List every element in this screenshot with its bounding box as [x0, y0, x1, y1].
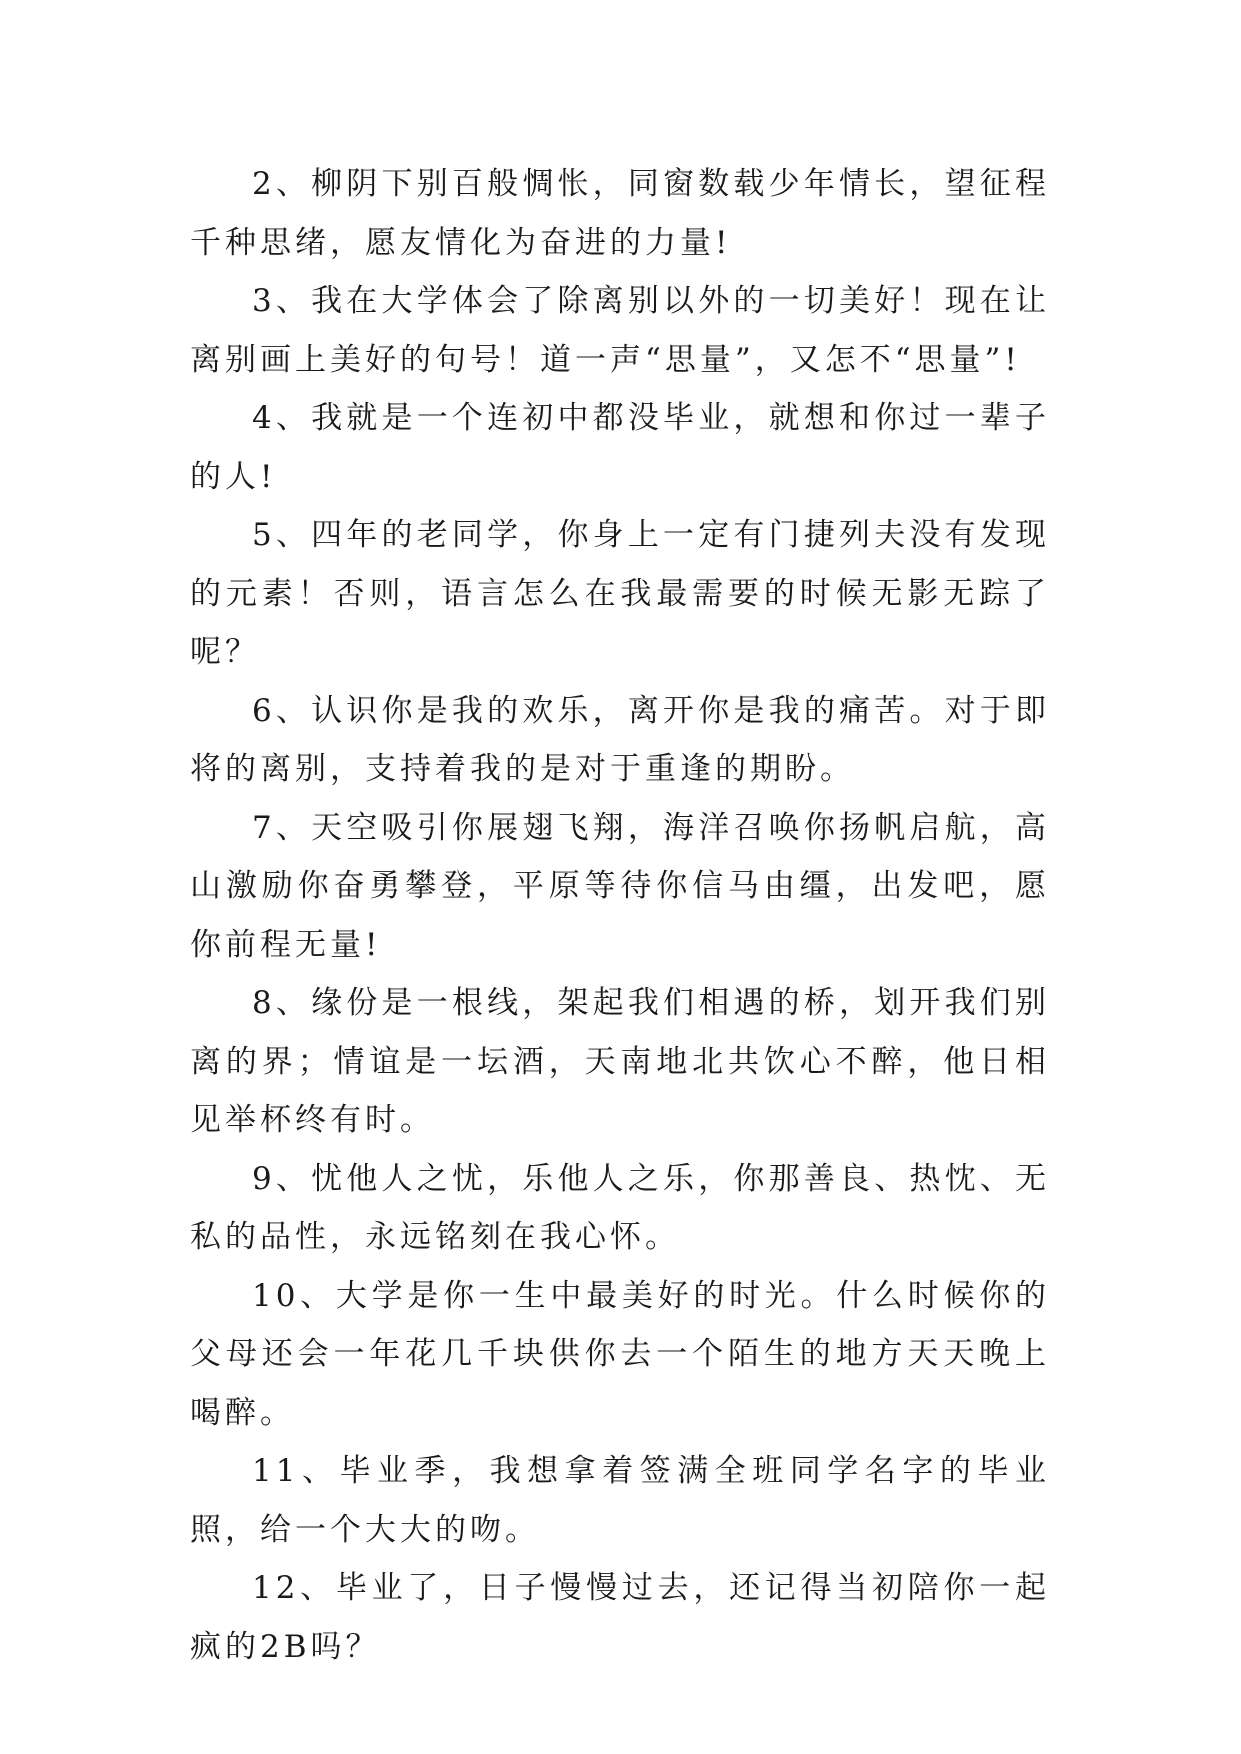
paragraph-5: 5、四年的老同学，你身上一定有门捷列夫没有发现的元素！否则，语言怎么在我最需要的时候无影无踪了呢？ [190, 517, 1050, 670]
paragraph-4: 4、我就是一个连初中都没毕业，就想和你过一辈子的人! [190, 400, 1050, 495]
paragraph-7: 7、天空吸引你展翅飞翔，海洋召唤你扬帆启航，高山激励你奋勇攀登，平原等待你信马由缰，出发吧，愿你前程无量! [190, 809, 1050, 963]
paragraph-10: 10、大学是你一生中最美好的时光。什么时候你的父母还会一年花几千块供你去一个陌生的地方天天晚上喝醉。 [190, 1277, 1050, 1431]
paragraph-9: 9、忧他人之忧，乐他人之乐，你那善良、热忱、无私的品性，永远铭刻在我心怀。 [190, 1160, 1050, 1255]
paragraph-2: 2、柳阴下别百般惆怅，同窗数载少年情长，望征程千种思绪，愿友情化为奋进的力量! [190, 166, 1050, 261]
paragraph-12: 12、毕业了，日子慢慢过去，还记得当初陪你一起疯的2B吗？ [190, 1570, 1050, 1665]
document-body [190, 155, 1050, 1676]
paragraph-8: 8、缘份是一根线，架起我们相遇的桥，划开我们别离的界；情谊是一坛酒，天南地北共饮心不醉，他日相见举杯终有时。 [190, 985, 1050, 1138]
paragraph-6: 6、认识你是我的欢乐，离开你是我的痛苦。对于即将的离别，支持着我的是对于重逢的期盼。 [190, 692, 1050, 787]
paragraph-3: 3、我在大学体会了除离别以外的一切美好！现在让离别画上美好的句号！道一声“思量”，又怎不“思量”! [190, 283, 1050, 378]
paragraph-11: 11、毕业季，我想拿着签满全班同学名字的毕业照，给一个大大的吻。 [190, 1453, 1050, 1548]
